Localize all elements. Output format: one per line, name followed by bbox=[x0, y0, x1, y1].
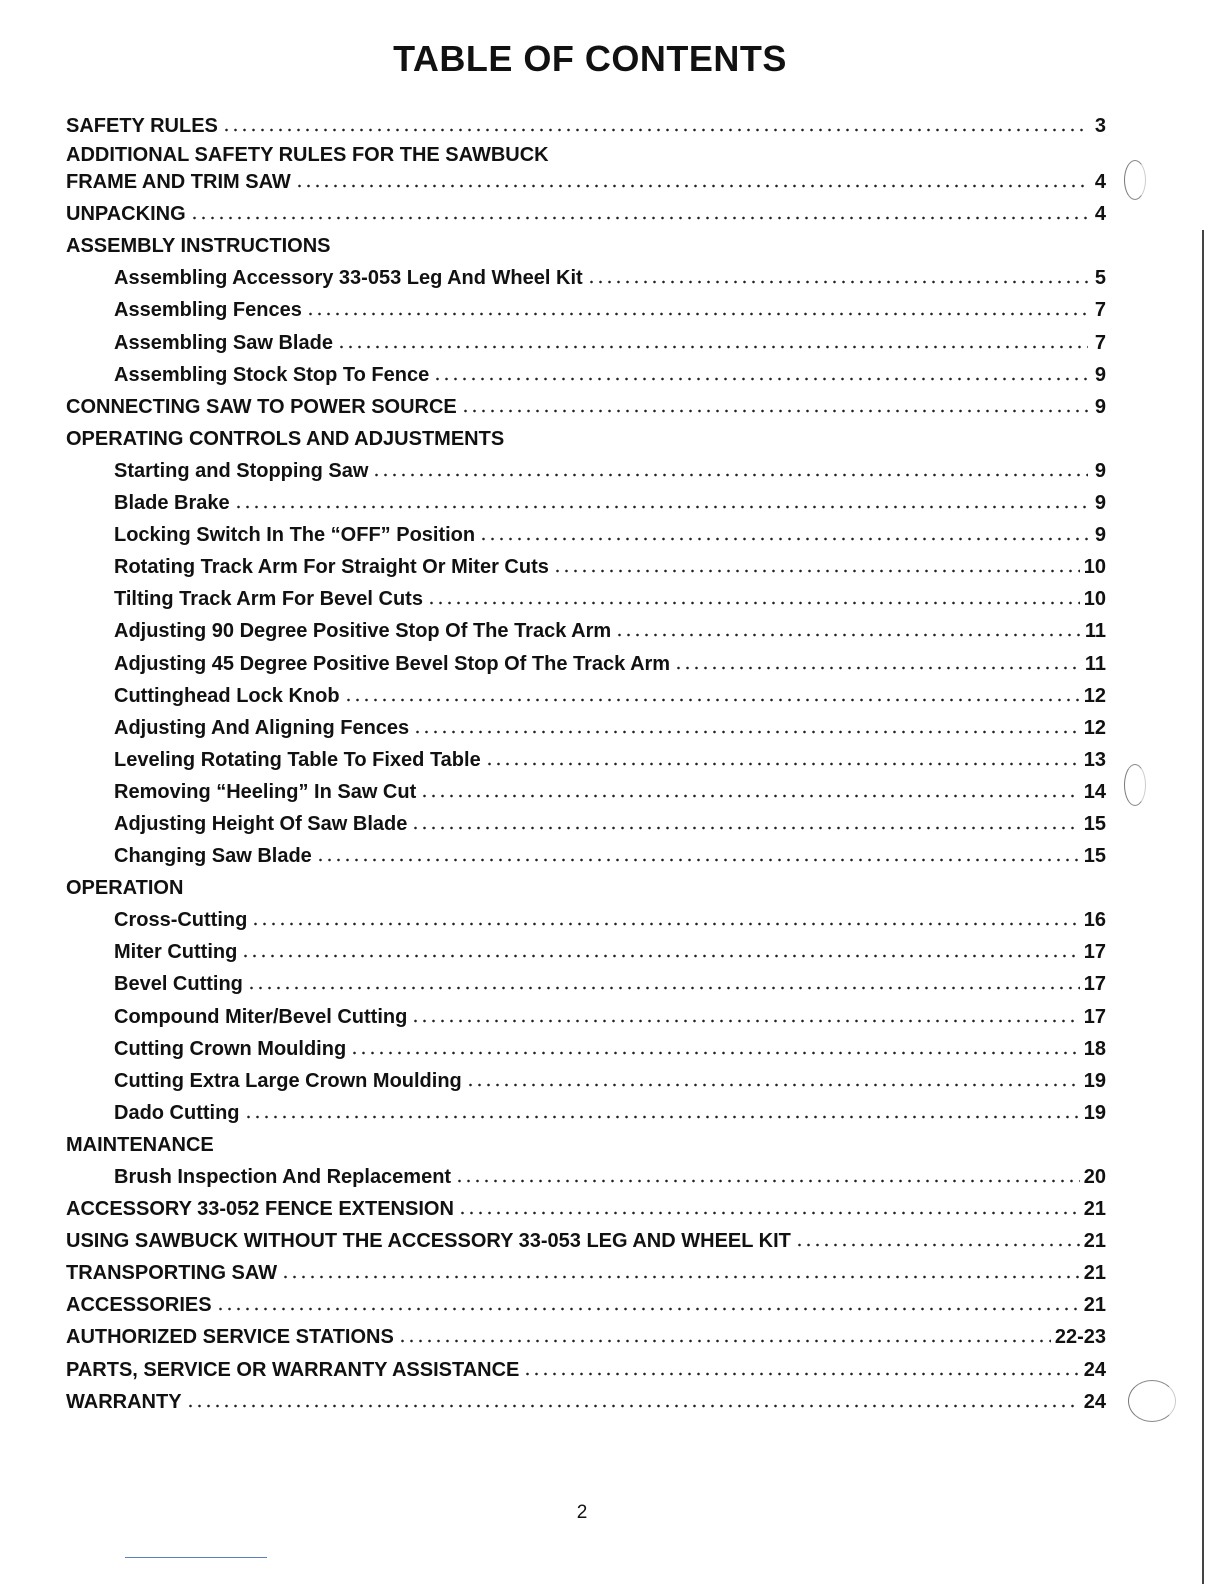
dot-leader bbox=[433, 359, 1088, 381]
toc-entry-label: Adjusting 90 Degree Positive Stop Of The Track Arm bbox=[114, 620, 612, 643]
toc-entry-label: Assembling Stock Stop To Fence bbox=[114, 363, 430, 386]
toc-entry-page: 7 bbox=[1094, 331, 1106, 354]
toc-entry-page: 5 bbox=[1094, 267, 1106, 290]
toc-entry-page: 21 bbox=[1083, 1230, 1106, 1253]
dot-leader bbox=[216, 1289, 1080, 1311]
toc-entry-page: 9 bbox=[1094, 363, 1106, 386]
dot-leader bbox=[281, 1257, 1080, 1279]
page-number: 2 bbox=[576, 1502, 588, 1523]
dot-leader bbox=[241, 936, 1079, 958]
toc-entry-label: Assembling Saw Blade bbox=[114, 331, 333, 354]
toc-entry-label: Adjusting 45 Degree Positive Bevel Stop Of The Track Arm bbox=[114, 652, 671, 675]
dot-leader bbox=[186, 1386, 1080, 1408]
dot-leader bbox=[553, 551, 1080, 573]
toc-entry-label: Compound Miter/Bevel Cutting bbox=[114, 1005, 408, 1028]
toc-entry-page: 9 bbox=[1094, 524, 1106, 547]
toc-entry-page: 9 bbox=[1094, 395, 1106, 418]
toc-entry-page: 17 bbox=[1083, 973, 1106, 996]
toc-entry-page: 12 bbox=[1083, 716, 1106, 739]
toc-entry[interactable] bbox=[66, 327, 1106, 359]
dot-leader bbox=[420, 776, 1079, 798]
toc-entry-page: 7 bbox=[1094, 299, 1106, 322]
toc-entry-label: Rotating Track Arm For Straight Or Miter Cuts bbox=[114, 556, 549, 579]
toc-entry[interactable] bbox=[66, 680, 1106, 712]
toc-entry-label: Locking Switch In The “OFF” Position bbox=[114, 524, 476, 547]
toc-entry-page: 18 bbox=[1083, 1037, 1106, 1060]
toc-entry-label: Miter Cutting bbox=[114, 941, 238, 964]
toc-entry[interactable] bbox=[66, 359, 1106, 391]
dot-leader bbox=[615, 615, 1081, 637]
toc-entry[interactable] bbox=[66, 1161, 1106, 1193]
toc-heading-label: ADDITIONAL SAFETY RULES FOR THE SAWBUCK bbox=[66, 144, 549, 167]
toc-entry-label: TRANSPORTING SAW bbox=[66, 1262, 278, 1285]
dot-leader bbox=[411, 808, 1079, 830]
dot-leader bbox=[247, 968, 1080, 990]
toc-entry-page: 17 bbox=[1083, 941, 1106, 964]
toc-entry-label: Cross-Cutting bbox=[114, 909, 248, 932]
toc-entry-label: WARRANTY bbox=[66, 1390, 182, 1413]
toc-entry-label: UNPACKING bbox=[66, 203, 186, 226]
toc-entry-page: 19 bbox=[1083, 1069, 1106, 1092]
toc-entry-label: ACCESSORIES bbox=[66, 1294, 212, 1317]
toc-entry-label: Adjusting And Aligning Fences bbox=[114, 716, 410, 739]
toc-entry-page: 21 bbox=[1083, 1262, 1106, 1285]
dot-leader bbox=[427, 583, 1080, 605]
toc-entry-label: Assembling Fences bbox=[114, 299, 302, 322]
dot-leader bbox=[461, 391, 1088, 413]
toc-entry[interactable] bbox=[66, 1065, 1106, 1097]
toc-entry-label: Cuttinghead Lock Knob bbox=[114, 684, 340, 707]
toc-entry-page: 22-23 bbox=[1054, 1326, 1106, 1349]
dot-leader bbox=[523, 1354, 1079, 1376]
dot-leader bbox=[244, 1097, 1080, 1119]
toc-entry[interactable] bbox=[66, 1225, 1106, 1257]
toc-entry-label: Dado Cutting bbox=[114, 1101, 240, 1124]
dot-leader bbox=[398, 1321, 1051, 1343]
dot-leader bbox=[485, 744, 1080, 766]
toc-heading-label: OPERATING CONTROLS AND ADJUSTMENTS bbox=[66, 427, 505, 450]
toc-entry-page: 10 bbox=[1083, 556, 1106, 579]
toc-entry-label: Cutting Extra Large Crown Moulding bbox=[114, 1069, 462, 1092]
toc-entry[interactable] bbox=[66, 776, 1106, 808]
toc-heading bbox=[66, 230, 1106, 262]
toc-entry[interactable] bbox=[66, 1289, 1106, 1321]
toc-entry[interactable] bbox=[66, 808, 1106, 840]
dot-leader bbox=[344, 680, 1080, 702]
dot-leader bbox=[295, 166, 1088, 188]
toc-entry[interactable] bbox=[66, 1386, 1106, 1418]
toc-entry[interactable] bbox=[66, 615, 1106, 647]
toc-entry[interactable] bbox=[66, 1001, 1106, 1033]
toc-entry-label: FRAME AND TRIM SAW bbox=[66, 171, 291, 194]
toc-entry-label: CONNECTING SAW TO POWER SOURCE bbox=[66, 395, 457, 418]
toc-heading-label: ASSEMBLY INSTRUCTIONS bbox=[66, 235, 331, 258]
page-edge-line bbox=[1202, 230, 1204, 1584]
toc-entry-label: SAFETY RULES bbox=[66, 115, 218, 137]
toc-entry[interactable] bbox=[66, 519, 1106, 551]
toc-entry-label: ACCESSORY 33-052 FENCE EXTENSION bbox=[66, 1198, 454, 1221]
toc-entry[interactable] bbox=[66, 648, 1106, 680]
toc-entry[interactable] bbox=[66, 712, 1106, 744]
toc-heading-label: MAINTENANCE bbox=[66, 1133, 214, 1156]
toc-entry-label: Leveling Rotating Table To Fixed Table bbox=[114, 748, 481, 771]
dot-leader bbox=[350, 1033, 1080, 1055]
dot-leader bbox=[795, 1225, 1080, 1247]
dot-leader bbox=[316, 840, 1080, 862]
toc-entry[interactable] bbox=[66, 1033, 1106, 1065]
dot-leader bbox=[455, 1161, 1080, 1183]
dot-leader bbox=[674, 648, 1081, 670]
toc-entry[interactable] bbox=[66, 744, 1106, 776]
dot-leader bbox=[234, 487, 1088, 509]
toc-entry-label: Adjusting Height Of Saw Blade bbox=[114, 812, 408, 835]
dot-leader bbox=[411, 1001, 1079, 1023]
dot-leader bbox=[466, 1065, 1080, 1087]
toc-entry-page: 21 bbox=[1083, 1294, 1106, 1317]
dot-leader bbox=[479, 519, 1088, 541]
toc-entry-label: Cutting Crown Moulding bbox=[114, 1037, 347, 1060]
toc-entry[interactable] bbox=[66, 936, 1106, 968]
toc-entry[interactable] bbox=[66, 294, 1106, 326]
toc-entry[interactable] bbox=[66, 840, 1106, 872]
toc-entry-label: AUTHORIZED SERVICE STATIONS bbox=[66, 1326, 394, 1349]
dot-leader bbox=[337, 327, 1088, 349]
toc-entry-label: Assembling Accessory 33-053 Leg And Wheel Kit bbox=[114, 267, 583, 290]
toc-entry-page: 15 bbox=[1083, 845, 1106, 868]
toc-entry[interactable] bbox=[66, 583, 1106, 615]
toc-entry[interactable] bbox=[66, 1321, 1106, 1353]
toc-entry[interactable] bbox=[66, 904, 1106, 936]
dot-leader bbox=[190, 198, 1088, 220]
toc-entry-page: 11 bbox=[1084, 620, 1106, 643]
toc-entry-page: 12 bbox=[1083, 684, 1106, 707]
binder-hole bbox=[1124, 160, 1146, 200]
toc-entry-label: Tilting Track Arm For Bevel Cuts bbox=[114, 588, 423, 611]
toc-entry[interactable] bbox=[66, 1354, 1106, 1386]
binder-hole bbox=[1128, 1380, 1176, 1422]
toc-entry-label: Brush Inspection And Replacement bbox=[114, 1166, 452, 1188]
toc-heading bbox=[66, 872, 1106, 904]
toc-entry-page: 16 bbox=[1083, 909, 1106, 932]
toc-entry[interactable] bbox=[66, 166, 1106, 198]
dot-leader bbox=[306, 294, 1088, 316]
table-of-contents bbox=[66, 110, 1106, 1418]
toc-entry[interactable] bbox=[66, 198, 1106, 230]
toc-entry[interactable] bbox=[66, 391, 1106, 423]
dot-leader bbox=[458, 1193, 1080, 1215]
toc-entry[interactable] bbox=[66, 551, 1106, 583]
toc-entry[interactable] bbox=[66, 487, 1106, 519]
toc-heading bbox=[66, 1129, 1106, 1161]
toc-entry-page: 15 bbox=[1083, 812, 1106, 835]
binder-hole bbox=[1124, 764, 1146, 806]
dot-leader bbox=[251, 904, 1079, 926]
toc-entry-page: 9 bbox=[1094, 492, 1106, 515]
toc-entry-page: 9 bbox=[1094, 459, 1106, 482]
toc-entry-page: 21 bbox=[1083, 1198, 1106, 1221]
toc-entry-page: 17 bbox=[1083, 1005, 1106, 1028]
toc-entry-page: 14 bbox=[1083, 780, 1106, 803]
toc-entry-label: Blade Brake bbox=[114, 492, 230, 515]
toc-entry-label: Removing “Heeling” In Saw Cut bbox=[114, 780, 417, 803]
toc-entry[interactable] bbox=[66, 110, 1106, 142]
toc-entry-page: 4 bbox=[1094, 171, 1106, 194]
dot-leader bbox=[587, 262, 1088, 284]
toc-entry-label: USING SAWBUCK WITHOUT THE ACCESSORY 33-053 LEG AND WHEEL KIT bbox=[66, 1230, 791, 1253]
toc-entry[interactable] bbox=[66, 968, 1106, 1000]
toc-entry-page: 4 bbox=[1094, 203, 1106, 226]
toc-entry[interactable] bbox=[66, 1193, 1106, 1225]
toc-entry[interactable] bbox=[66, 1097, 1106, 1129]
toc-heading-label: OPERATION bbox=[66, 877, 184, 900]
toc-heading bbox=[66, 142, 1106, 166]
toc-heading bbox=[66, 423, 1106, 455]
toc-entry-label: PARTS, SERVICE OR WARRANTY ASSISTANCE bbox=[66, 1358, 520, 1381]
toc-entry-label: Starting and Stopping Saw bbox=[114, 459, 369, 482]
toc-entry-page: 11 bbox=[1084, 652, 1106, 675]
toc-entry[interactable] bbox=[66, 1257, 1106, 1289]
toc-entry-page: 24 bbox=[1083, 1358, 1106, 1381]
toc-entry-page: 13 bbox=[1083, 748, 1106, 771]
dot-leader bbox=[413, 712, 1080, 734]
toc-entry-label: Bevel Cutting bbox=[114, 973, 243, 996]
toc-entry-page: 19 bbox=[1083, 1101, 1106, 1124]
toc-entry[interactable] bbox=[66, 455, 1106, 487]
dot-leader bbox=[222, 110, 1088, 132]
toc-entry-page: 20 bbox=[1083, 1166, 1106, 1188]
toc-entry[interactable] bbox=[66, 262, 1106, 294]
toc-entry-page: 24 bbox=[1083, 1390, 1106, 1413]
bottom-rule bbox=[125, 1557, 267, 1558]
toc-entry-label: Changing Saw Blade bbox=[114, 845, 312, 868]
page-title: TABLE OF CONTENTS bbox=[393, 38, 787, 79]
toc-entry-page: 3 bbox=[1094, 115, 1106, 137]
dot-leader bbox=[372, 455, 1088, 477]
toc-entry-page: 10 bbox=[1083, 588, 1106, 611]
